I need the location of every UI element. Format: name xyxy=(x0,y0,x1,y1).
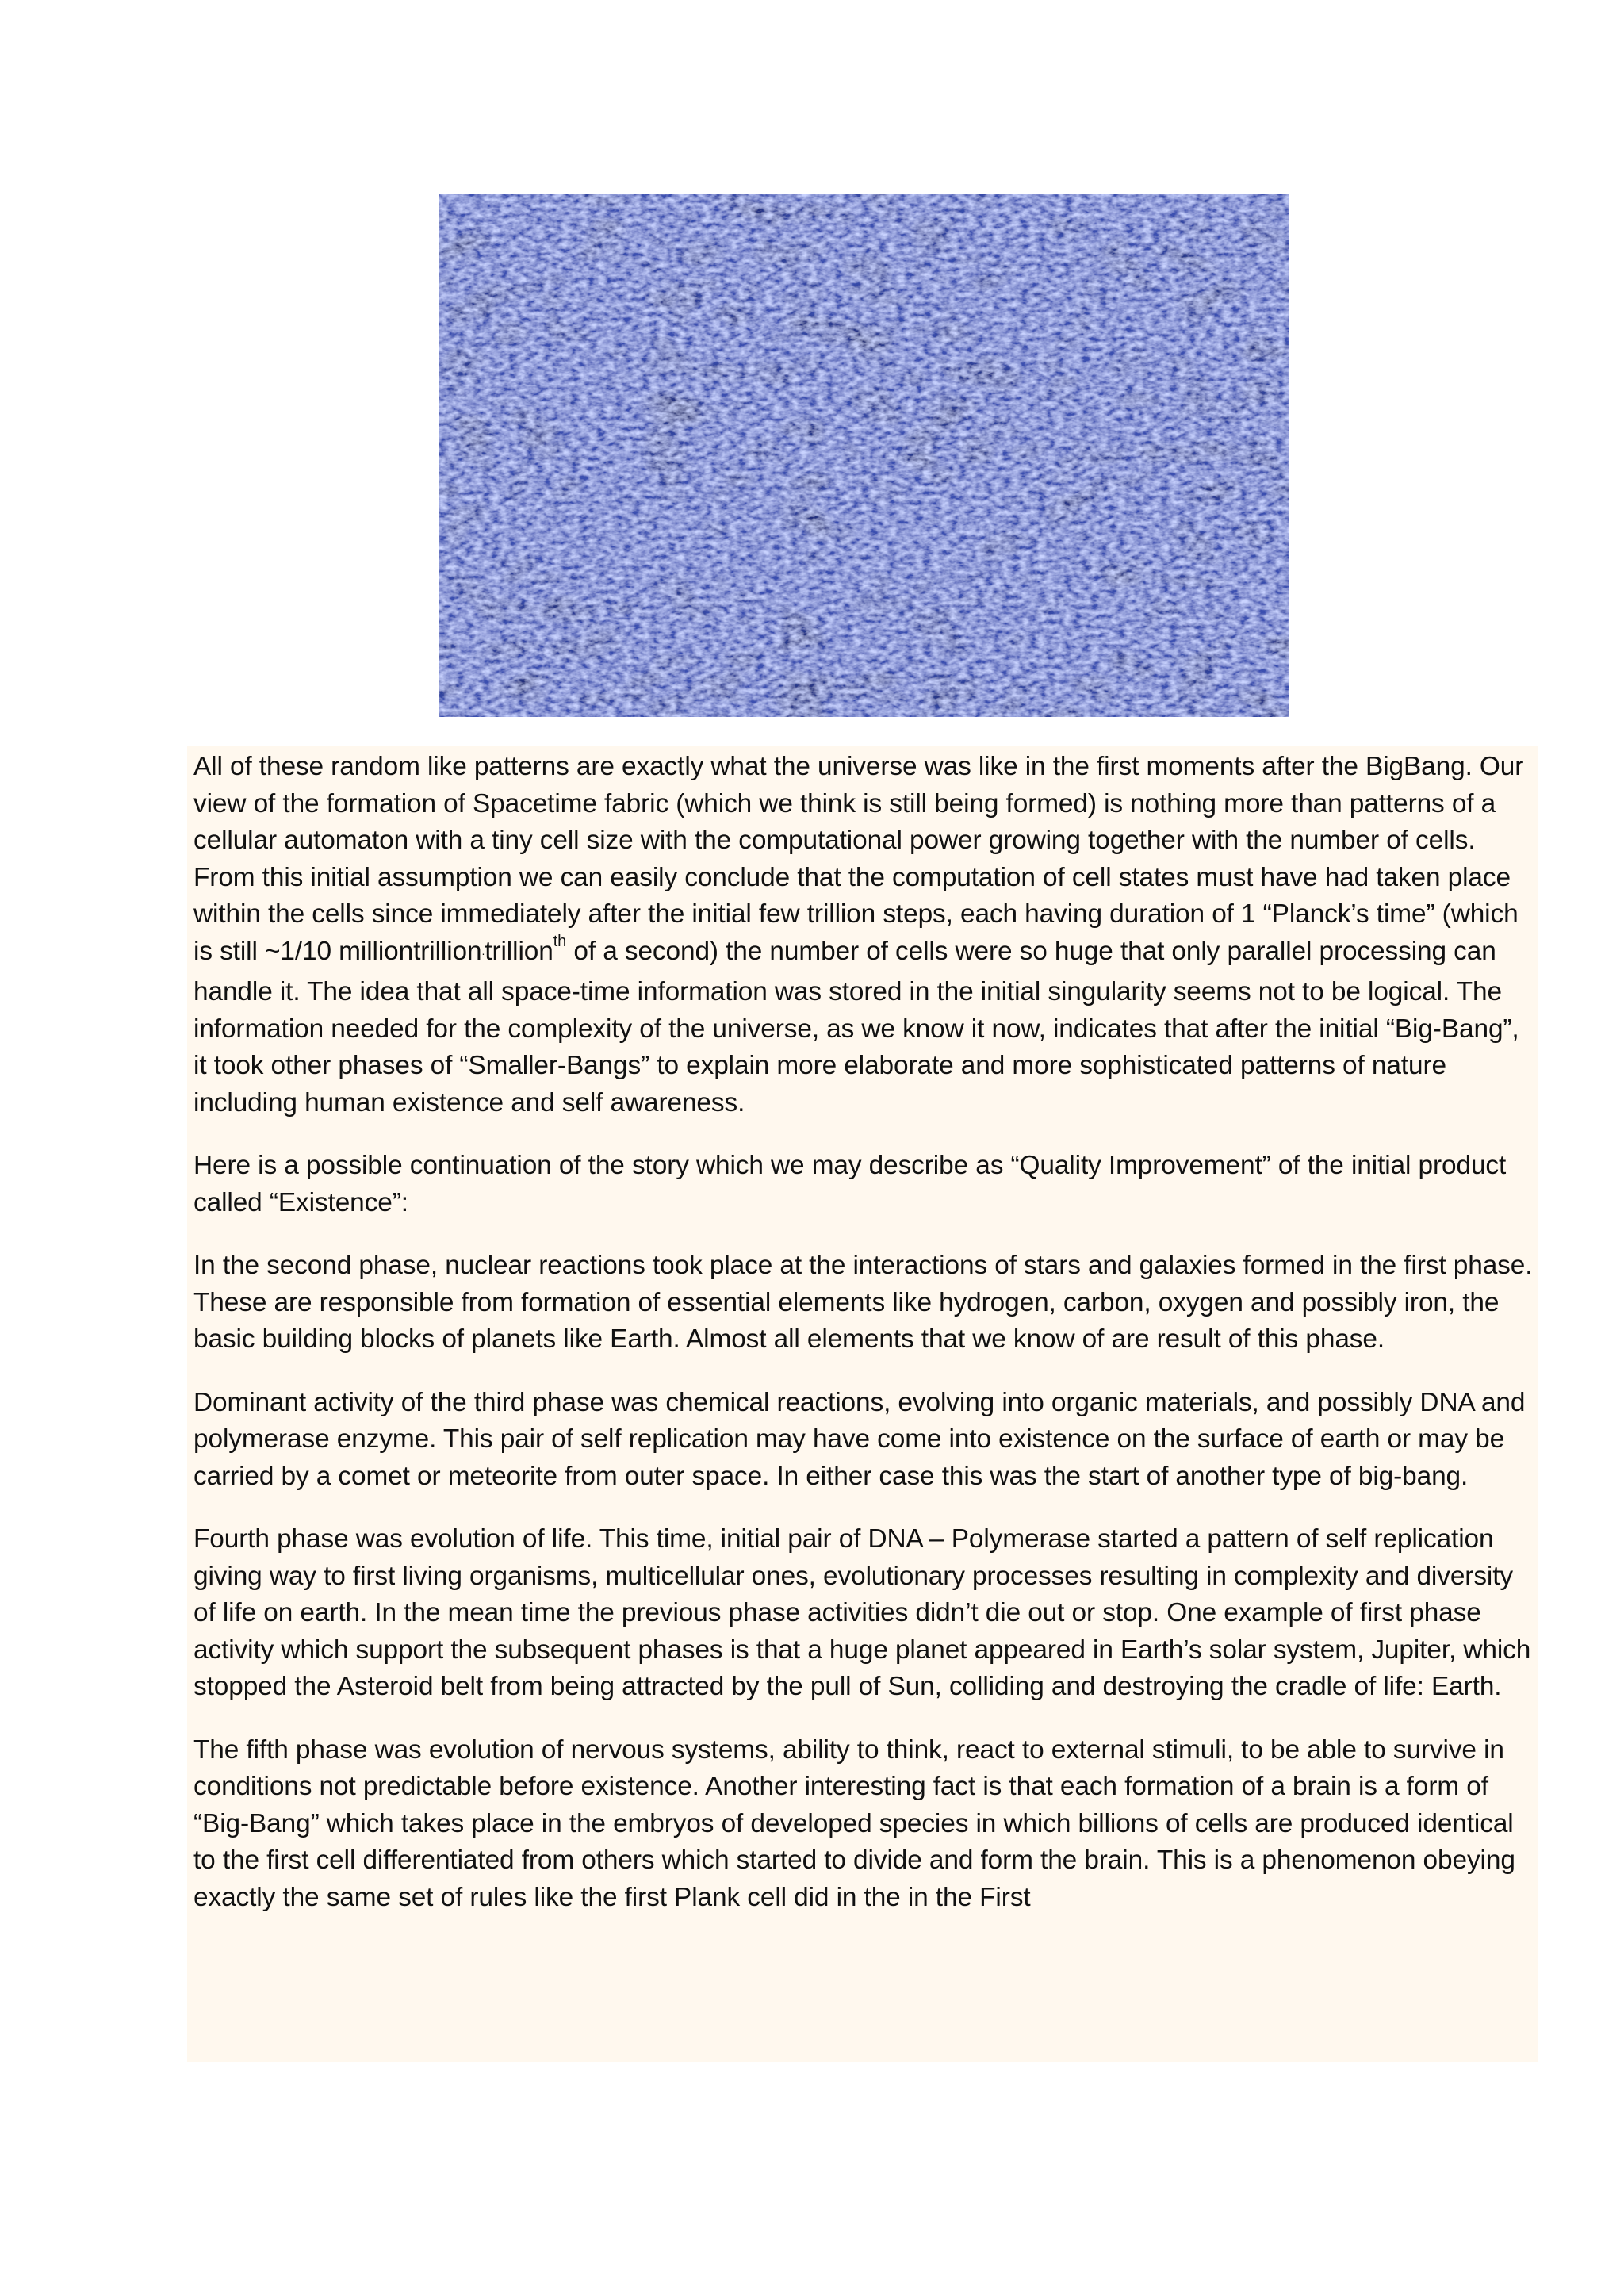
paragraph-6: The fifth phase was evolution of nervous systems, ability to think, react to external stimuli, to be able to survive in conditions not predictable before existence. Another interesting fact is that each formation of a brain is a form of “Big-Bang” which takes place in the embryos of developed species in which billions of cells are produced identical to the first cell differentiated from others which started to divide and form the brain. This is a phenomenon obeying exactly the same set of rules like the first Plank cell did in the in the First xyxy=(193,1734,1515,1912)
paragraph-1-part1: All of these random like patterns are exactly what the universe was like in the first moments after the BigBang. Our view of the formation of Spacetime fabric (which we think is still being formed) is nothing more than patterns of a cellular automaton with a tiny cell size with the computational power growing together with the number of cells. From this initial assumption we can easily conclude that the computation of cell states must have had taken place within the cells since immediately after the initial few trillion steps, each having duration of 1 “Planck’s time” (which is still ~1/10 milliontrillion xyxy=(193,752,1524,966)
body-text xyxy=(187,746,1538,2062)
paragraph-2: Here is a possible continuation of the story which we may describe as “Quality Improvement” of the initial product called “Existence”: xyxy=(193,1151,1507,1217)
noise-pattern-image xyxy=(439,194,1289,717)
paragraph-1-superscript: th xyxy=(553,933,567,951)
paragraph-1-part2: trillion xyxy=(485,936,553,966)
paragraph-3: In the second phase, nuclear reactions took place at the interactions of stars and galaxies formed in the first phase. These are responsible from formation of essential elements like hydrogen, carbon, oxygen and possibly iron, the basic building blocks of planets like Earth. Almost all elements that we know of are result of this phase. xyxy=(193,1251,1533,1354)
paragraph-4: Dominant activity of the third phase was chemical reactions, evolving into organic materials, and possibly DNA and polymerase enzyme. This pair of self replication may have come into existence on the surface of earth or may be carried by a comet or meteorite from outer space. In either case this was the start of another type of big-bang. xyxy=(193,1387,1526,1491)
paragraph-5: Fourth phase was evolution of life. This time, initial pair of DNA – Polymerase started a pattern of self replication giving way to first living organisms, multicellular ones, evolutionary processes resulting in complexity and diversity of life on earth. In the mean time the previous phase activities didn’t die out or stop. One example of first phase activity which support the subsequent phases is that a huge planet appeared in Earth’s solar system, Jupiter, which stopped the Asteroid belt from being attracted by the pull of Sun, colliding and destroying the cradle of life: Earth. xyxy=(193,1524,1531,1701)
paragraph-1-mark: . xyxy=(481,944,485,957)
paragraph-1 xyxy=(193,749,1534,1121)
noise-pattern-graphic xyxy=(439,194,1289,717)
paragraph-1-part3: of a second) the number of cells were so huge that only parallel processing can handle it. The idea that all space-time information was stored in the initial singularity seems not to be logical. The information needed for the complexity of the universe, as we know it now, indicates that after the initial “Big-Bang”, it took other phases of “Smaller-Bangs” to explain more elaborate and more sophisticated patterns of nature including human existence and self awareness. xyxy=(193,936,1519,1117)
